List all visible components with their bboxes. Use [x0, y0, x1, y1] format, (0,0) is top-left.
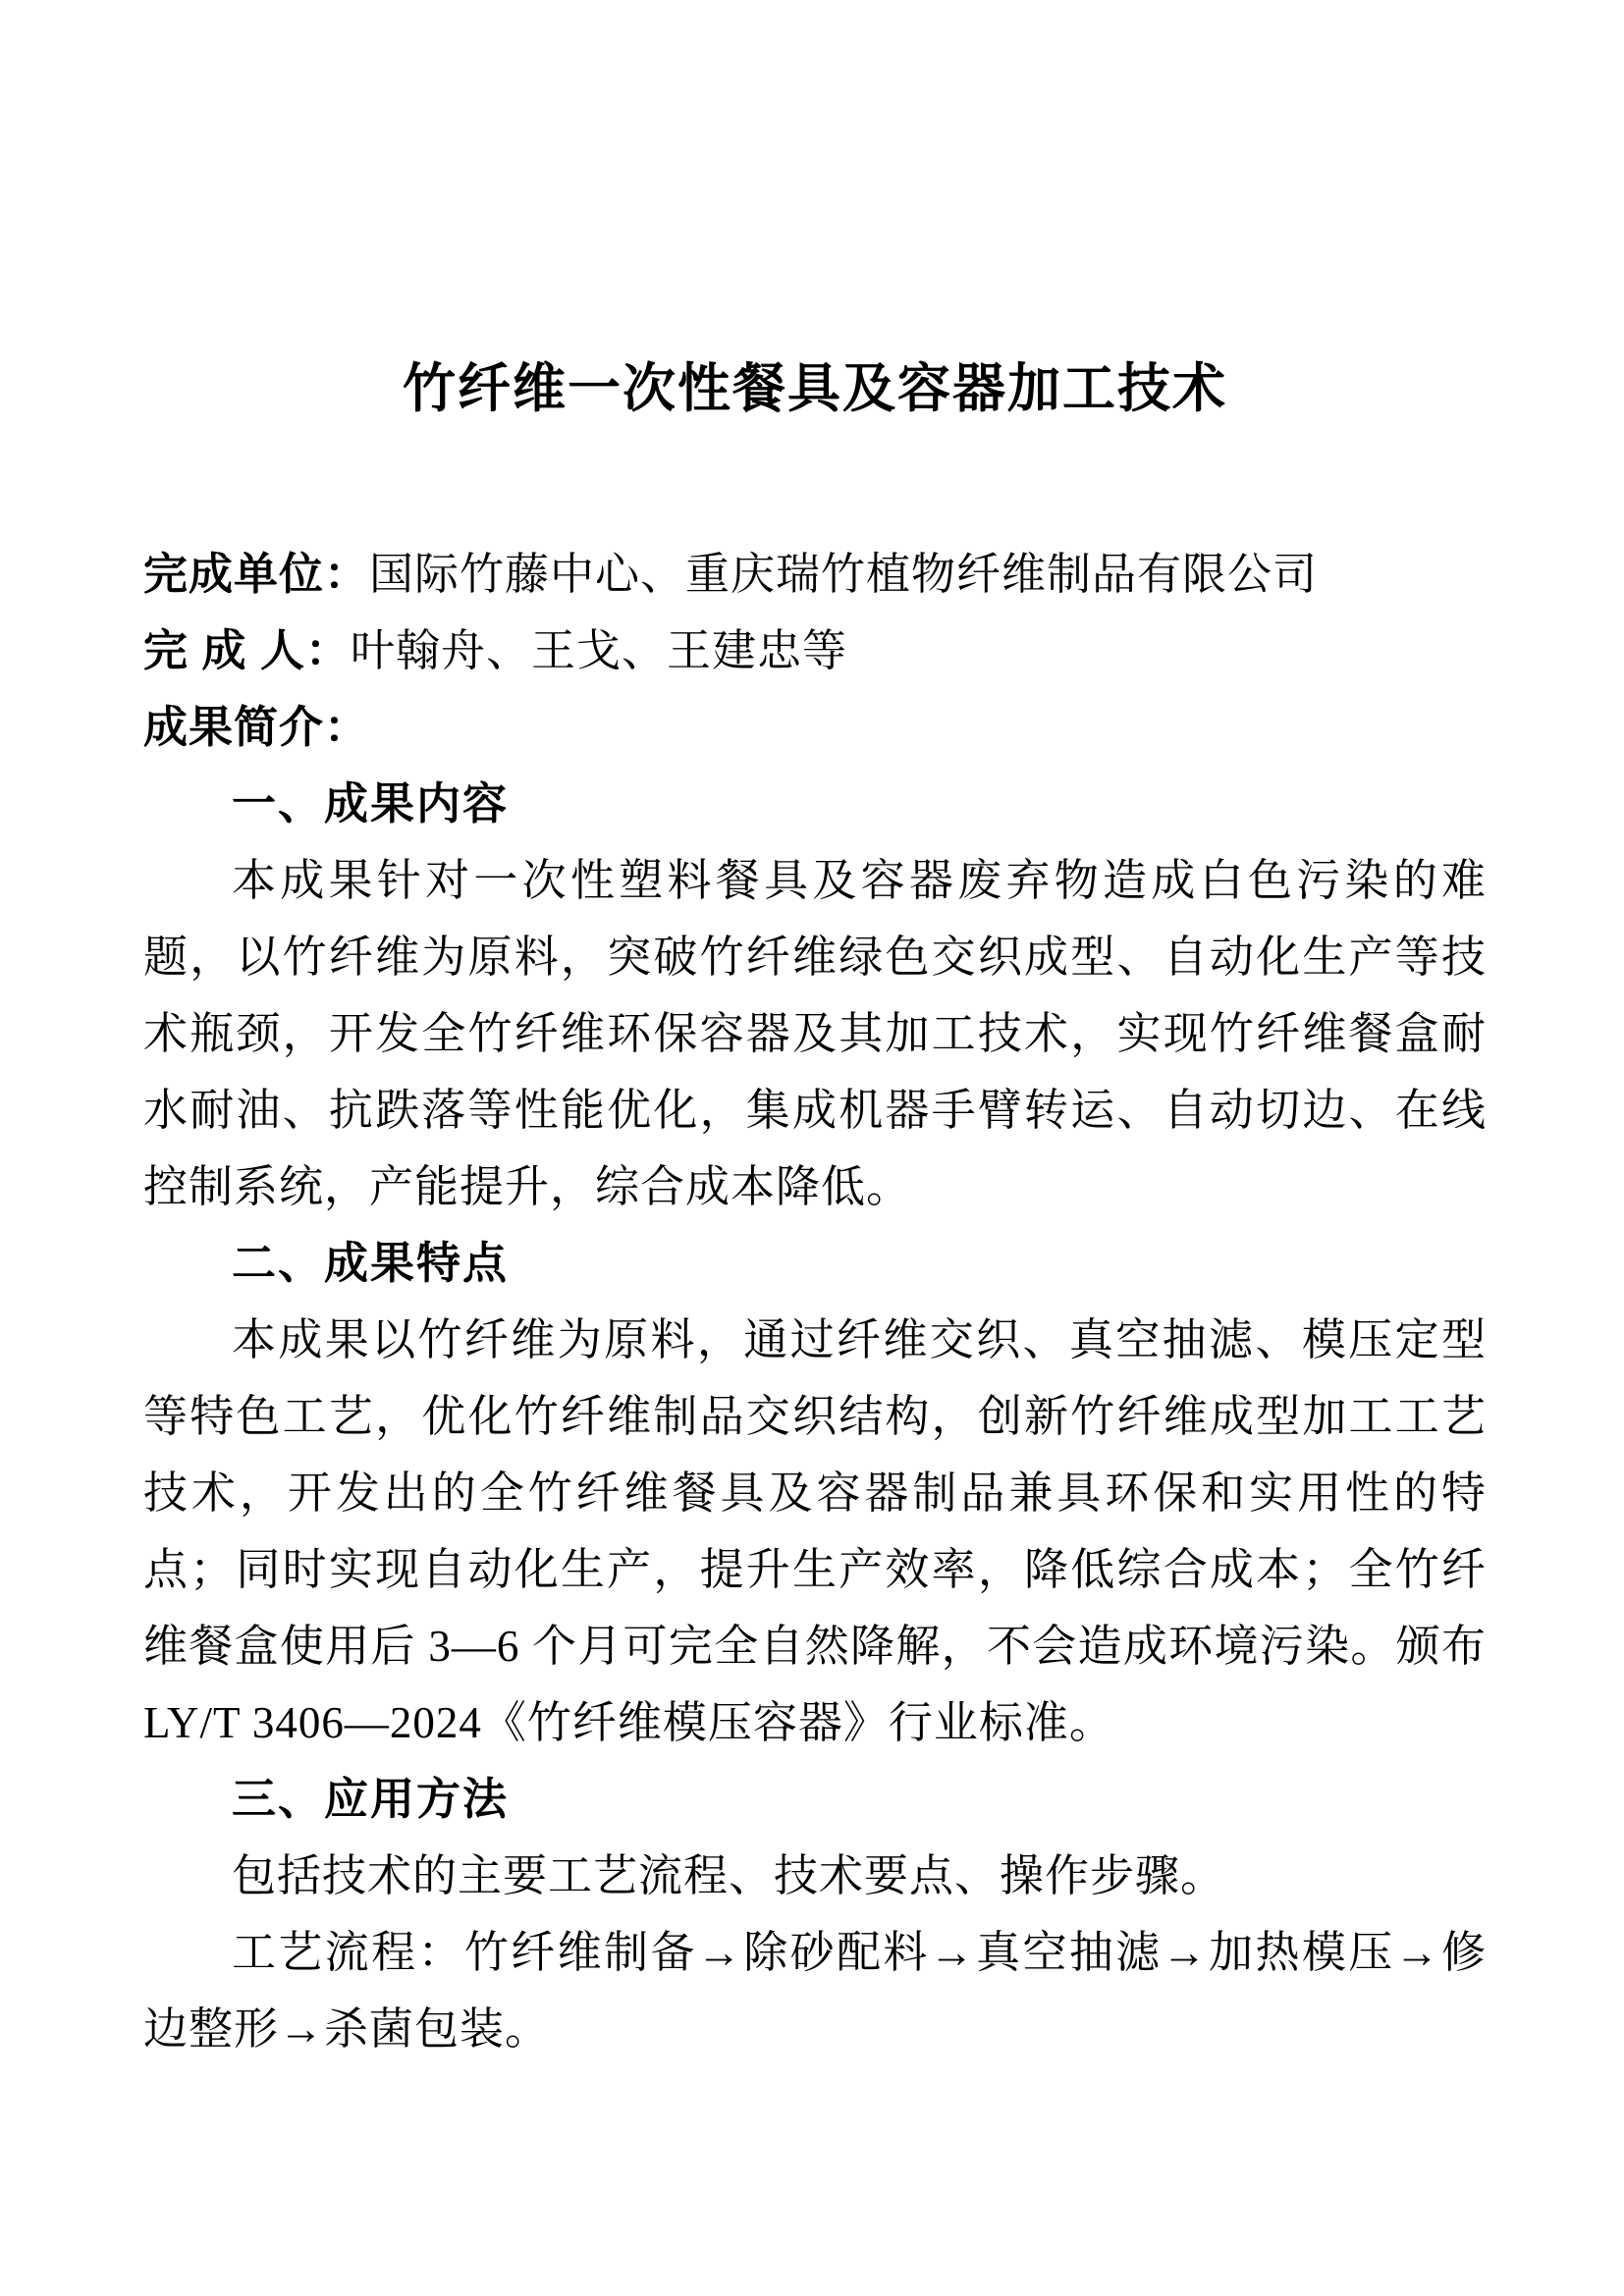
meta-line-intro [143, 689, 1487, 766]
document-title: 竹纤维一次性餐具及容器加工技术 [403, 359, 1227, 418]
section-features [143, 1225, 1487, 1761]
unit-label: 完成单位： [143, 549, 370, 599]
meta-line-person [143, 613, 1487, 689]
section-3-paragraph-1: 包括技术的主要工艺流程、技术要点、操作步骤。 [232, 1851, 1226, 1900]
intro-label: 成果简介： [143, 702, 370, 752]
person-value: 叶翰舟、王戈、王建忠等 [351, 626, 848, 675]
section-application [143, 1761, 1487, 2067]
person-label: 完 成 人： [143, 625, 352, 675]
section-1-paragraph: 本成果针对一次性塑料餐具及容器废弃物造成白色污染的难题，以竹纤维为原料，突破竹纤维绿色交织成型、自动化生产等技术瓶颈，开发全竹纤维环保容器及其加工技术，实现竹纤维餐盒耐水耐油、抗跌落等性能优化，集成机器手臂转运、自动切边、在线控制系统，产能提升，综合成本降低。 [143, 856, 1487, 1211]
section-1-heading: 一、成果内容 [232, 778, 510, 828]
section-content [143, 766, 1487, 1225]
unit-value: 国际竹藤中心、重庆瑞竹植物纤维制品有限公司 [369, 550, 1319, 599]
meta-block [143, 536, 1487, 766]
meta-line-unit [143, 536, 1487, 613]
section-2-heading: 二、成果特点 [232, 1238, 510, 1288]
section-2-paragraph: 本成果以竹纤维为原料，通过纤维交织、真空抽滤、模压定型等特色工艺，优化竹纤维制品交织结构，创新竹纤维成型加工工艺技术，开发出的全竹纤维餐具及容器制品兼具环保和实用性的特点；同时实现自动化生产，提升生产效率，降低综合成本；全竹纤维餐盒使用后 3—6 个月可完全自然降解，不会造成环境污染。颁布 LY/T 3406—2024《竹纤维模压容器》行业标准。 [143, 1315, 1487, 1747]
section-3-heading: 三、应用方法 [232, 1774, 510, 1824]
section-3-paragraph-2: 工艺流程：竹纤维制备→除砂配料→真空抽滤→加热模压→修边整形→杀菌包装。 [143, 1928, 1487, 2054]
